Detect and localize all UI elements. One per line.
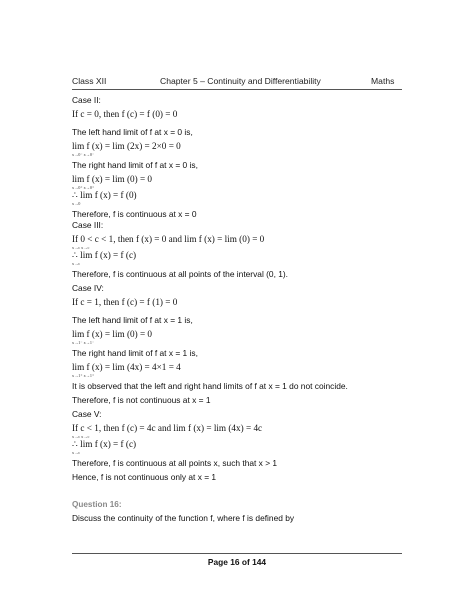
text-line: It is observed that the left and right hand limits of f at x = 1 do not coincide.: [72, 381, 348, 391]
header-class: Class XII: [72, 76, 107, 86]
math-line: lim f (x) = lim (0) = 0: [72, 329, 153, 339]
text-line: Therefore, f is continuous at all points of the interval (0, 1).: [72, 269, 288, 279]
text-line: Hence, f is not continuous only at x = 1: [72, 472, 217, 482]
math-line: lim f (x) = lim (2x) = 2×0 = 0: [72, 141, 181, 151]
header-chapter: Chapter 5 – Continuity and Differentiability: [160, 76, 321, 86]
math-line: lim f (x) = lim (4x) = 4×1 = 4: [72, 362, 181, 372]
math-line: If 0 < c < 1, then f (x) = 0 and lim f (x) = lim (0) = 0: [72, 234, 265, 244]
question-label: Question 16:: [72, 500, 122, 509]
text-line: Therefore, f is continuous at all points x, such that x > 1: [72, 458, 278, 468]
math-line: If c = 0, then f (c) = f (0) = 0: [72, 109, 178, 119]
limit-subscript: x→c x→c: [72, 245, 90, 250]
limit-subscript: x→1⁺ x→1⁺: [72, 373, 95, 378]
limit-subscript: x→0⁻ x→0⁻: [72, 152, 95, 157]
case-heading: Case V:: [72, 409, 102, 419]
text-line: Therefore, f is continuous at x = 0: [72, 209, 197, 219]
math-line: ∴ lim f (x) = f (c): [72, 439, 137, 449]
text-line: Therefore, f is not continuous at x = 1: [72, 395, 211, 405]
math-line: ∴ lim f (x) = f (c): [72, 250, 137, 260]
limit-subscript: x→c x→c: [72, 434, 90, 439]
math-line: lim f (x) = lim (0) = 0: [72, 174, 153, 184]
case-heading: Case III:: [72, 220, 104, 230]
page-number: Page 16 of 144: [207, 557, 267, 567]
math-line: If c = 1, then f (c) = f (1) = 0: [72, 297, 178, 307]
text-line: The right hand limit of f at x = 0 is,: [72, 160, 198, 170]
case-heading: Case II:: [72, 95, 101, 105]
text-line: The left hand limit of f at x = 0 is,: [72, 127, 193, 137]
limit-subscript: x→c: [72, 261, 81, 266]
math-line: If c < 1, then f (c) = 4c and lim f (x) = lim (4x) = 4c: [72, 423, 263, 433]
text-line: The left hand limit of f at x = 1 is,: [72, 315, 193, 325]
case-heading: Case IV:: [72, 283, 104, 293]
header-rule: [72, 89, 402, 90]
limit-subscript: x→1⁻ x→1⁻: [72, 340, 95, 345]
question-text: Discuss the continuity of the function f, where f is defined by: [72, 513, 295, 523]
limit-subscript: x→0⁺ x→0⁺: [72, 185, 95, 190]
math-line: ∴ lim f (x) = f (0): [72, 190, 137, 200]
header-subject: Maths: [371, 76, 395, 86]
limit-subscript: x→c: [72, 450, 81, 455]
text-line: The right hand limit of f at x = 1 is,: [72, 348, 198, 358]
solution-body: [72, 95, 402, 524]
footer-rule: [72, 553, 402, 554]
limit-subscript: x→0: [72, 201, 81, 206]
